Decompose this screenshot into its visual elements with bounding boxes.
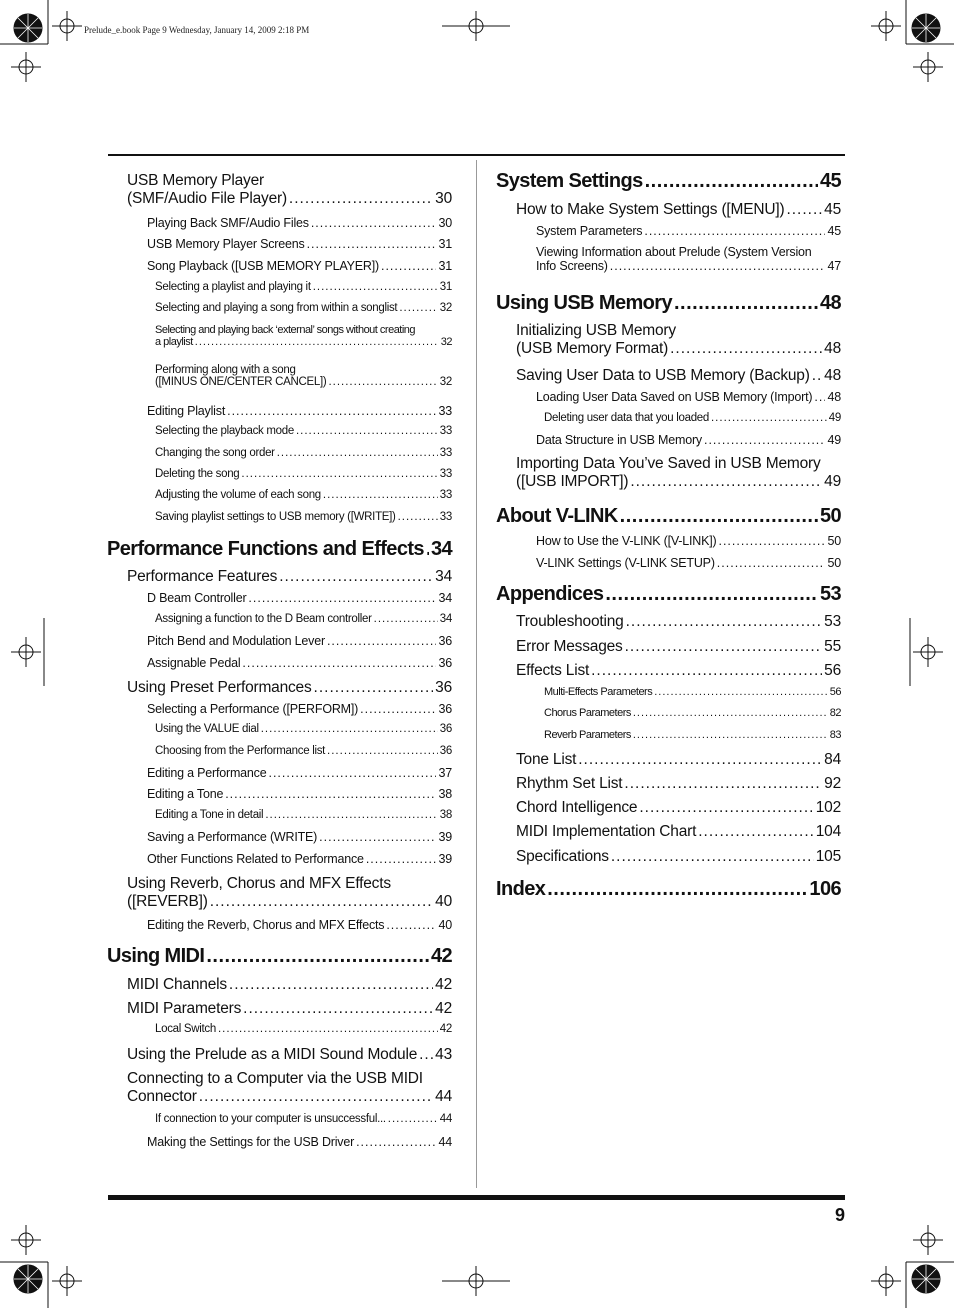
toc-entry-title: USB Memory Player: [127, 172, 264, 189]
toc-entry[interactable]: [496, 613, 841, 631]
toc-entry-page: 49: [828, 412, 841, 424]
toc-leader: [366, 852, 437, 866]
toc-section-heading[interactable]: [496, 878, 841, 901]
toc-entry-page: 36: [438, 634, 452, 648]
toc-leader: [399, 302, 437, 314]
toc-entry[interactable]: [496, 751, 841, 769]
toc-entry-title: Assignable Pedal: [147, 656, 241, 670]
toc-leader: [313, 281, 438, 293]
toc-entry[interactable]: [496, 224, 841, 238]
toc-entry-page: 48: [824, 340, 841, 357]
toc-leader: [812, 367, 822, 385]
toc-entry-page: 38: [438, 787, 452, 801]
toc-entry-title: Selecting the playback mode: [155, 425, 294, 437]
toc-entry[interactable]: [496, 455, 841, 491]
toc-entry-page: 33: [439, 425, 452, 437]
toc-leader: [591, 662, 822, 680]
toc-entry-page: 39: [438, 830, 452, 844]
toc-entry-page: 48: [819, 292, 841, 314]
toc-section-heading[interactable]: [107, 538, 452, 561]
toc-entry-page: 32: [439, 376, 452, 388]
toc-leader: [670, 340, 822, 358]
toc-leader: [227, 404, 436, 418]
toc-entry[interactable]: [107, 745, 452, 757]
toc-entry-title: Deleting the song: [155, 468, 240, 480]
toc-leader: [206, 945, 429, 968]
toc-entry-page: 32: [439, 302, 452, 314]
toc-leader: [218, 1023, 438, 1035]
toc-entry-title: Selecting a playlist and playing it: [155, 281, 311, 293]
toc-entry-title: Pitch Bend and Modulation Lever: [147, 634, 325, 648]
toc-leader: [356, 1135, 436, 1149]
toc-leader: [718, 534, 825, 548]
toc-entry-title: About V-LINK: [496, 505, 618, 527]
toc-entry-title: Connector: [127, 1088, 197, 1105]
toc-leader: [199, 1088, 433, 1106]
toc-entry-page: 49: [824, 473, 841, 490]
toc-entry-title: Chorus Parameters: [544, 707, 631, 719]
toc-entry[interactable]: [107, 404, 452, 418]
toc-entry-title: Choosing from the Performance list: [155, 745, 326, 757]
toc-entry-title: MIDI Implementation Chart: [516, 823, 697, 840]
toc-leader: [630, 473, 822, 491]
toc-entry[interactable]: [107, 976, 452, 994]
toc-entry-page: 33: [439, 468, 452, 480]
toc-entry[interactable]: [107, 766, 452, 780]
toc-entry[interactable]: [107, 1070, 452, 1106]
toc-leader: [645, 170, 818, 193]
toc-entry-page: 37: [438, 766, 452, 780]
toc-leader: [323, 489, 438, 501]
toc-entry[interactable]: [496, 245, 841, 273]
toc-entry-title: Troubleshooting: [516, 613, 624, 630]
toc-entry-page: 33: [439, 511, 452, 523]
toc-entry-page: 33: [438, 404, 452, 418]
toc-entry[interactable]: [496, 662, 841, 680]
toc-entry-title: Multi-Effects Parameters: [544, 686, 653, 698]
toc-section-heading[interactable]: [107, 945, 452, 968]
toc-entry[interactable]: [107, 302, 452, 314]
page-number: 9: [834, 1205, 845, 1225]
toc-leader: [398, 511, 438, 523]
toc-entry-title: Changing the song order: [155, 447, 275, 459]
toc-entry-page: 44: [435, 1088, 452, 1105]
toc-entry[interactable]: [107, 447, 452, 459]
toc-entry-title: Making the Settings for the USB Driver: [147, 1135, 355, 1149]
toc-leader: [610, 259, 826, 273]
toc-entry-page: 49: [827, 433, 841, 447]
toc-entry-page: 36: [439, 723, 452, 735]
toc-entry[interactable]: [107, 468, 452, 480]
toc-entry-title: USB Memory Player Screens: [147, 237, 305, 251]
toc-leader: [279, 568, 433, 586]
toc-leader: [360, 702, 436, 716]
toc-entry-title: Using the Prelude as a MIDI Sound Module: [127, 1046, 418, 1063]
toc-entry-page: 40: [435, 893, 452, 910]
toc-entry-title: Error Messages: [516, 638, 623, 655]
toc-entry[interactable]: [496, 390, 841, 404]
toc-leader: [268, 766, 436, 780]
toc-entry-page: 42: [435, 1000, 452, 1017]
toc-entry-page: 45: [824, 201, 841, 218]
page-slug: Prelude_e.book Page 9 Wednesday, January 14, 2009 2:18 PM: [84, 25, 310, 35]
toc-entry-page: 50: [827, 556, 841, 570]
toc-leader: [654, 686, 828, 698]
toc-entry-page: 47: [827, 259, 841, 273]
toc-entry-title: Song Playback ([USB MEMORY PLAYER]): [147, 259, 379, 273]
toc-leader: [644, 224, 825, 238]
toc-entry[interactable]: [496, 638, 841, 656]
top-rule: [108, 154, 845, 156]
toc-entry-page: 31: [439, 281, 452, 293]
toc-leader: [314, 679, 434, 697]
toc-section-heading[interactable]: [496, 170, 841, 193]
toc-entry-page: 36: [438, 656, 452, 670]
toc-leader: [328, 376, 437, 388]
toc-entry-title: System Settings: [496, 170, 643, 192]
toc-entry-page: 48: [827, 390, 841, 404]
toc-leader: [605, 583, 818, 606]
toc-entry-title: Assigning a function to the D Beam controller: [155, 613, 372, 625]
toc-entry[interactable]: [107, 679, 452, 697]
toc-entry-title: Selecting and playing a song from within a songlist: [155, 302, 398, 314]
toc-entry-title: MIDI Parameters: [127, 1000, 242, 1017]
toc-leader: [241, 468, 437, 480]
toc-leader: [210, 893, 433, 911]
toc-leader: [261, 723, 438, 735]
toc-section-heading[interactable]: [496, 583, 841, 606]
toc-entry[interactable]: [496, 823, 841, 841]
toc-entry-title: Editing Playlist: [147, 404, 226, 418]
toc-entry-title: Initializing USB Memory: [516, 322, 676, 339]
toc-leader: [578, 751, 822, 769]
toc-entry-title: How to Make System Settings ([MENU]): [516, 201, 785, 218]
toc-entry-page: 55: [824, 638, 841, 655]
toc-entry[interactable]: [107, 281, 452, 293]
toc-entry-title: Chord Intelligence: [516, 799, 638, 816]
toc-leader: [547, 878, 807, 901]
toc-entry[interactable]: [496, 799, 841, 817]
toc-entry[interactable]: [107, 634, 452, 648]
toc-entry-page: 45: [827, 224, 841, 238]
toc-entry-title: Editing a Tone: [147, 787, 224, 801]
toc-entry[interactable]: [496, 686, 841, 698]
toc-leader: [327, 634, 437, 648]
toc-entry-title: Connecting to a Computer via the USB MIDI: [127, 1070, 423, 1087]
toc-entry-title: ([REVERB]): [127, 893, 208, 910]
toc-entry[interactable]: [496, 556, 841, 570]
toc-leader: [277, 447, 438, 459]
toc-entry[interactable]: [496, 534, 841, 548]
toc-entry-page: 83: [829, 729, 841, 741]
toc-entry-title: How to Use the V-LINK ([V-LINK]): [536, 534, 717, 548]
toc-entry-page: 34: [438, 591, 452, 605]
toc-entry-page: 42: [439, 1023, 452, 1035]
toc-entry-title: Reverb Parameters: [544, 729, 631, 741]
toc-entry-page: 45: [819, 170, 841, 192]
toc-leader: [248, 591, 436, 605]
toc-entry-page: 38: [439, 809, 452, 821]
toc-entry[interactable]: [107, 259, 452, 273]
toc-leader: [633, 729, 828, 741]
bottom-rule: [108, 1195, 845, 1200]
toc-entry[interactable]: [496, 775, 841, 793]
toc-leader: [674, 292, 818, 315]
toc-entry-page: 84: [824, 751, 841, 768]
toc-entry-title: Editing a Performance: [147, 766, 267, 780]
toc-leader: [633, 707, 828, 719]
toc-entry[interactable]: [107, 511, 452, 523]
toc-entry[interactable]: [107, 809, 452, 821]
toc-entry-title: Playing Back SMF/Audio Files: [147, 216, 309, 230]
toc-entry-title: If connection to your computer is unsuccessful...: [155, 1113, 386, 1125]
toc-entry-page: 31: [438, 237, 452, 251]
toc-leader: [639, 799, 813, 817]
toc-entry-title: Selecting a Performance ([PERFORM]): [147, 702, 359, 716]
toc-leader: [242, 656, 436, 670]
toc-entry-page: 36: [438, 702, 452, 716]
toc-entry-page: 92: [824, 775, 841, 792]
toc-entry-page: 102: [815, 799, 841, 816]
toc-entry-page: 44: [439, 1113, 452, 1125]
toc-entry[interactable]: [107, 568, 452, 586]
toc-entry-title: (USB Memory Format): [516, 340, 669, 357]
toc-entry[interactable]: [107, 1135, 452, 1149]
toc-entry[interactable]: [107, 237, 452, 251]
toc-section-heading[interactable]: [496, 292, 841, 315]
toc-entry[interactable]: [496, 848, 841, 866]
toc-entry-page: 44: [438, 1135, 452, 1149]
toc-entry[interactable]: [107, 613, 452, 625]
toc-leader: [307, 237, 437, 251]
toc-leader: [426, 538, 429, 561]
toc-entry-title: Performing along with a song: [155, 364, 296, 376]
toc-entry-title: Using the VALUE dial: [155, 723, 259, 735]
toc-leader: [229, 976, 433, 994]
toc-entry-title: Using Reverb, Chorus and MFX Effects: [127, 875, 391, 892]
toc-entry[interactable]: [107, 787, 452, 801]
toc-entry[interactable]: [107, 425, 452, 437]
column-divider: [476, 160, 477, 1188]
toc-leader: [296, 425, 438, 437]
toc-leader: [243, 1000, 433, 1018]
toc-leader: [419, 1046, 433, 1064]
toc-entry-page: 42: [430, 945, 452, 967]
toc-entry-page: 36: [439, 745, 452, 757]
toc-entry-title: a playlist: [155, 336, 193, 348]
toc-entry[interactable]: [107, 918, 452, 932]
toc-leader: [626, 613, 823, 631]
toc-entry[interactable]: [107, 489, 452, 501]
toc-entry[interactable]: [496, 322, 841, 358]
toc-leader: [611, 848, 814, 866]
toc-entry[interactable]: [107, 1023, 452, 1035]
toc-leader: [711, 412, 827, 424]
toc-entry-title: Loading User Data Saved on USB Memory (Import): [536, 390, 813, 404]
toc-entry-title: Local Switch: [155, 1023, 216, 1035]
toc-entry-title: Selecting and playing back ‘external’ songs without creating: [155, 324, 416, 336]
toc-entry[interactable]: [496, 433, 841, 447]
toc-leader: [717, 556, 826, 570]
toc-leader: [319, 830, 436, 844]
toc-entry-title: Using MIDI: [107, 945, 205, 967]
toc-entry[interactable]: [496, 367, 841, 385]
toc-leader: [698, 823, 814, 841]
toc-entry-title: Tone List: [516, 751, 577, 768]
toc-entry-title: Viewing Information about Prelude (System Version: [536, 245, 812, 259]
toc-entry[interactable]: [107, 830, 452, 844]
toc-entry-title: Info Screens): [536, 259, 608, 273]
toc-entry-page: 31: [438, 259, 452, 273]
toc-entry[interactable]: [107, 656, 452, 670]
toc-entry-title: Effects List: [516, 662, 590, 679]
toc-entry-page: 39: [438, 852, 452, 866]
toc-entry[interactable]: [107, 875, 452, 911]
toc-entry-title: MIDI Channels: [127, 976, 227, 993]
toc-entry-title: Performance Features: [127, 568, 278, 585]
toc-leader: [786, 201, 822, 219]
toc-entry-page: 43: [435, 1046, 452, 1063]
toc-leader: [624, 775, 822, 793]
toc-entry-title: Adjusting the volume of each song: [155, 489, 321, 501]
toc-entry-title: ([MINUS ONE/CENTER CANCEL]): [155, 376, 327, 388]
toc-entry-page: 36: [435, 679, 452, 696]
toc-entry-title: Appendices: [496, 583, 604, 605]
toc-entry-title: D Beam Controller: [147, 591, 247, 605]
toc-entry-title: Rhythm Set List: [516, 775, 623, 792]
toc-leader: [388, 1113, 438, 1125]
toc-entry-page: 32: [440, 336, 452, 348]
toc-entry-title: Data Structure in USB Memory: [536, 433, 702, 447]
toc-entry-page: 34: [439, 613, 452, 625]
toc-leader: [374, 613, 438, 625]
toc-entry-page: 53: [824, 613, 841, 630]
toc-entry-page: 40: [438, 918, 452, 932]
toc-leader: [195, 336, 439, 348]
toc-entry-page: 34: [430, 538, 452, 560]
toc-entry-title: System Parameters: [536, 224, 643, 238]
toc-entry-title: Performance Functions and Effects: [107, 538, 424, 560]
toc-entry-title: Using Preset Performances: [127, 679, 312, 696]
toc-entry[interactable]: [496, 412, 841, 424]
toc-entry-page: 104: [815, 823, 841, 840]
toc-entry[interactable]: [107, 723, 452, 735]
toc-entry-title: V-LINK Settings (V-LINK SETUP): [536, 556, 715, 570]
toc-entry-title: Saving playlist settings to USB memory ([WRITE]): [155, 511, 396, 523]
toc-entry-title: Saving User Data to USB Memory (Backup): [516, 367, 810, 384]
toc-entry-title: ([USB IMPORT]): [516, 473, 629, 490]
toc-entry-page: 53: [819, 583, 841, 605]
toc-entry[interactable]: [107, 591, 452, 605]
toc-entry[interactable]: [107, 852, 452, 866]
toc-entry-title: Specifications: [516, 848, 609, 865]
toc-entry[interactable]: [496, 729, 841, 741]
toc-entry-page: 33: [439, 489, 452, 501]
toc-entry[interactable]: [107, 172, 452, 208]
toc-leader: [625, 638, 823, 656]
toc-entry-page: 48: [824, 367, 841, 384]
toc-entry-page: 56: [829, 686, 841, 698]
toc-entry-page: 106: [809, 878, 841, 900]
toc-entry-title: Other Functions Related to Performance: [147, 852, 364, 866]
toc-entry-title: Using USB Memory: [496, 292, 672, 314]
toc-entry-page: 50: [827, 534, 841, 548]
toc-entry-page: 50: [819, 505, 841, 527]
toc-entry[interactable]: [107, 702, 452, 716]
toc-entry[interactable]: [107, 1046, 452, 1064]
toc-section-heading[interactable]: [496, 505, 841, 528]
toc-leader: [620, 505, 818, 528]
toc-entry[interactable]: [107, 1000, 452, 1018]
toc-entry-page: 82: [829, 707, 841, 719]
toc-leader: [386, 918, 436, 932]
toc-leader: [704, 433, 826, 447]
toc-entry-page: 34: [435, 568, 452, 585]
toc-entry-title: Importing Data You’ve Saved in USB Memory: [516, 455, 821, 472]
toc-entry[interactable]: [496, 201, 841, 219]
toc-leader: [225, 787, 436, 801]
toc-entry-page: 30: [435, 190, 452, 207]
toc-entry-page: 42: [435, 976, 452, 993]
toc-leader: [265, 809, 437, 821]
toc-leader: [289, 190, 433, 208]
toc-entry-page: 30: [438, 216, 452, 230]
toc-entry-title: Editing the Reverb, Chorus and MFX Effects: [147, 918, 385, 932]
toc-entry[interactable]: [107, 364, 452, 388]
toc-leader: [327, 745, 438, 757]
toc-entry-title: Saving a Performance (WRITE): [147, 830, 318, 844]
toc-entry[interactable]: [107, 324, 452, 348]
toc-leader: [311, 216, 437, 230]
toc-entry[interactable]: [107, 216, 452, 230]
toc-entry-title: Deleting user data that you loaded: [544, 412, 709, 424]
toc-leader: [381, 259, 437, 273]
toc-entry-page: 56: [824, 662, 841, 679]
toc-entry-title: Editing a Tone in detail: [155, 809, 264, 821]
toc-entry-title: Index: [496, 878, 546, 900]
toc-entry[interactable]: [107, 1113, 452, 1125]
toc-entry-page: 33: [439, 447, 452, 459]
toc-entry-page: 105: [815, 848, 841, 865]
toc-leader: [814, 390, 825, 404]
toc-entry[interactable]: [496, 707, 841, 719]
toc-entry-title: (SMF/Audio File Player): [127, 190, 287, 207]
